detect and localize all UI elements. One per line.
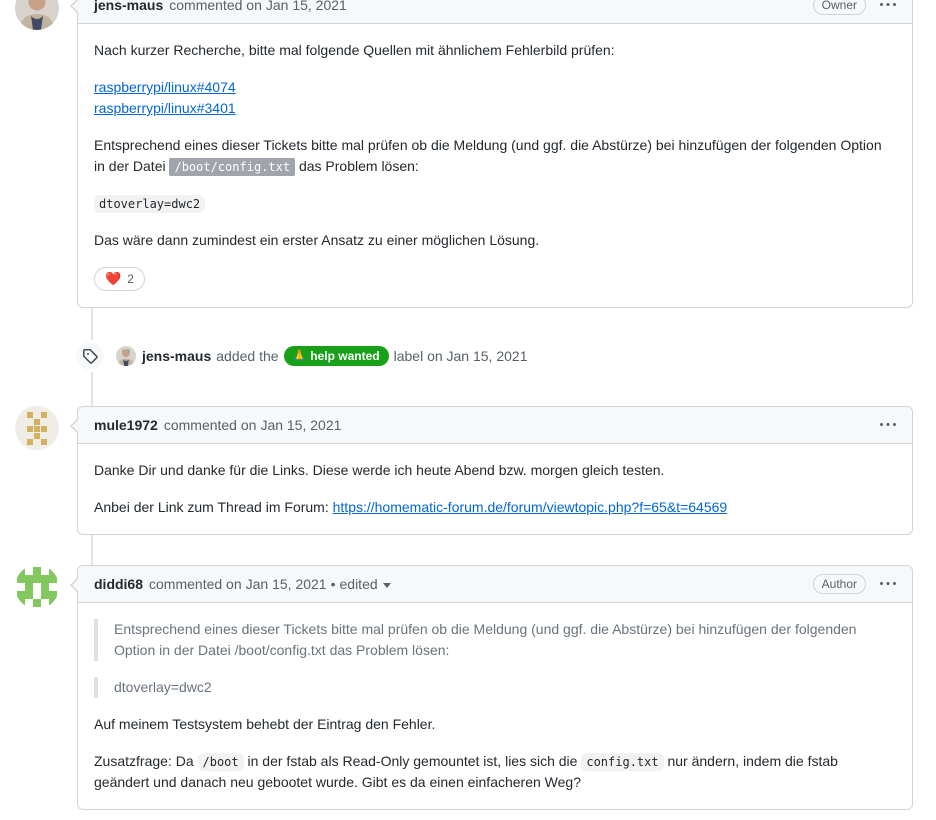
comment-header bbox=[78, 407, 912, 444]
chevron-down-icon bbox=[383, 583, 391, 588]
paragraph-text: nur ändern, indem die fstab geändert und danach neu gebootet wurde. Gibt es da einen einfacheren Weg? bbox=[94, 753, 838, 790]
label-event-row bbox=[0, 340, 936, 372]
pray-emoji-icon: 🙏 bbox=[292, 350, 307, 362]
comment-body bbox=[78, 603, 912, 809]
inline-code: /boot bbox=[198, 753, 244, 771]
comment-action: commented on bbox=[163, 417, 257, 433]
kebab-horizontal-icon bbox=[880, 0, 896, 13]
comment-action: commented on bbox=[169, 0, 262, 13]
label-text: help wanted bbox=[310, 349, 380, 363]
comment-header: diddi68 commented on Jan 15, 2021 • edited Author bbox=[78, 566, 912, 603]
avatar-jens-maus[interactable] bbox=[15, 0, 59, 30]
comment-caret bbox=[70, 577, 78, 593]
event-actor-link[interactable]: jens-maus bbox=[142, 348, 212, 364]
reaction-count: 2 bbox=[127, 272, 134, 286]
blockquote: Entsprechend eines dieser Tickets bitte mal prüfen ob die Meldung (und ggf. die Abstürze) bei hinzufügen der folgenden Option in der Datei /boot/config.txt das Problem lösen: bbox=[94, 619, 896, 661]
paragraph bbox=[94, 135, 896, 177]
inline-code-selected: /boot/config.txt bbox=[169, 158, 295, 176]
comment-action: commented on bbox=[149, 576, 242, 592]
issue-link-3401[interactable]: raspberrypi/linux#3401 bbox=[94, 100, 236, 116]
comment-timestamp[interactable]: Jan 15, 2021 bbox=[245, 576, 327, 592]
issue-link-4074[interactable]: raspberrypi/linux#4074 bbox=[94, 79, 236, 95]
author-badge: Author bbox=[813, 574, 866, 594]
paragraph: Das wäre dann zumindest ein erster Ansatz zu einer möglichen Lösung. bbox=[94, 232, 540, 248]
kebab-horizontal-icon bbox=[880, 576, 896, 592]
inline-code: config.txt bbox=[581, 753, 663, 771]
person-photo-avatar bbox=[15, 0, 59, 30]
avatar-diddi68[interactable] bbox=[15, 565, 59, 609]
comment-body bbox=[78, 444, 912, 534]
comment-mule1972 bbox=[0, 406, 936, 535]
paragraph: Auf meinem Testsystem behebt der Eintrag den Fehler. bbox=[94, 716, 436, 732]
inline-code: dtoverlay=dwc2 bbox=[94, 195, 205, 213]
author-link[interactable]: jens-maus bbox=[94, 0, 164, 13]
heart-icon: ❤️ bbox=[105, 271, 122, 286]
blockquote: dtoverlay=dwc2 bbox=[94, 677, 896, 698]
owner-badge: Owner bbox=[813, 0, 866, 15]
paragraph-text: Anbei der Link zum Thread im Forum: bbox=[94, 499, 329, 515]
comment-timestamp[interactable]: Jan 15, 2021 bbox=[260, 417, 342, 433]
person-photo-avatar-small bbox=[116, 346, 136, 366]
event-actor-avatar[interactable] bbox=[116, 346, 136, 366]
avatar-mule1972[interactable] bbox=[15, 406, 59, 450]
code-line bbox=[94, 193, 896, 214]
paragraph: Danke Dir und danke für die Links. Diese werde ich heute Abend bzw. morgen gleich testen. bbox=[94, 462, 665, 478]
comment-timestamp[interactable]: Jan 15, 2021 bbox=[265, 0, 347, 13]
author-link[interactable]: diddi68 bbox=[94, 576, 144, 592]
edited-label: edited bbox=[339, 576, 378, 592]
comment-caret bbox=[70, 0, 78, 14]
edited-dropdown[interactable] bbox=[340, 574, 391, 594]
help-wanted-label[interactable] bbox=[284, 346, 389, 366]
comment-caret bbox=[70, 418, 78, 434]
comment-diddi68 bbox=[0, 565, 936, 810]
issue-links bbox=[94, 77, 896, 119]
paragraph-text: Entsprechend eines dieser Tickets bitte mal prüfen ob die Meldung (und ggf. die Abstürze) bei hinzufügen der folgenden Option in der Datei bbox=[94, 137, 882, 174]
forum-link[interactable]: https://homematic-forum.de/forum/viewtopic.php?f=65&t=64569 bbox=[332, 499, 728, 515]
paragraph bbox=[94, 497, 896, 518]
comment-header bbox=[78, 0, 912, 24]
identicon-tan bbox=[15, 406, 59, 450]
paragraph: Nach kurzer Recherche, bitte mal folgende Quellen mit ähnlichem Fehlerbild prüfen: bbox=[94, 42, 615, 58]
paragraph-text: das Problem lösen: bbox=[298, 158, 419, 174]
comment-jens-maus bbox=[0, 0, 936, 308]
paragraph bbox=[94, 751, 896, 793]
identicon-green bbox=[15, 565, 59, 609]
tag-icon-badge bbox=[74, 340, 106, 372]
kebab-menu-button[interactable] bbox=[880, 417, 896, 433]
heart-reaction-button[interactable] bbox=[94, 267, 145, 291]
tag-icon bbox=[82, 348, 98, 364]
event-text-pre: added the bbox=[216, 348, 279, 364]
event-text-post: label on Jan 15, 2021 bbox=[393, 348, 528, 364]
reactions bbox=[94, 267, 896, 291]
kebab-horizontal-icon bbox=[880, 417, 896, 433]
paragraph-text: Zusatzfrage: Da bbox=[94, 753, 194, 769]
author-link[interactable]: mule1972 bbox=[94, 417, 158, 433]
paragraph-text: in der fstab als Read-Only gemountet ist, lies sich die bbox=[247, 753, 578, 769]
kebab-menu-button[interactable] bbox=[880, 576, 896, 592]
kebab-menu-button[interactable] bbox=[880, 0, 896, 13]
comment-body bbox=[78, 24, 912, 307]
